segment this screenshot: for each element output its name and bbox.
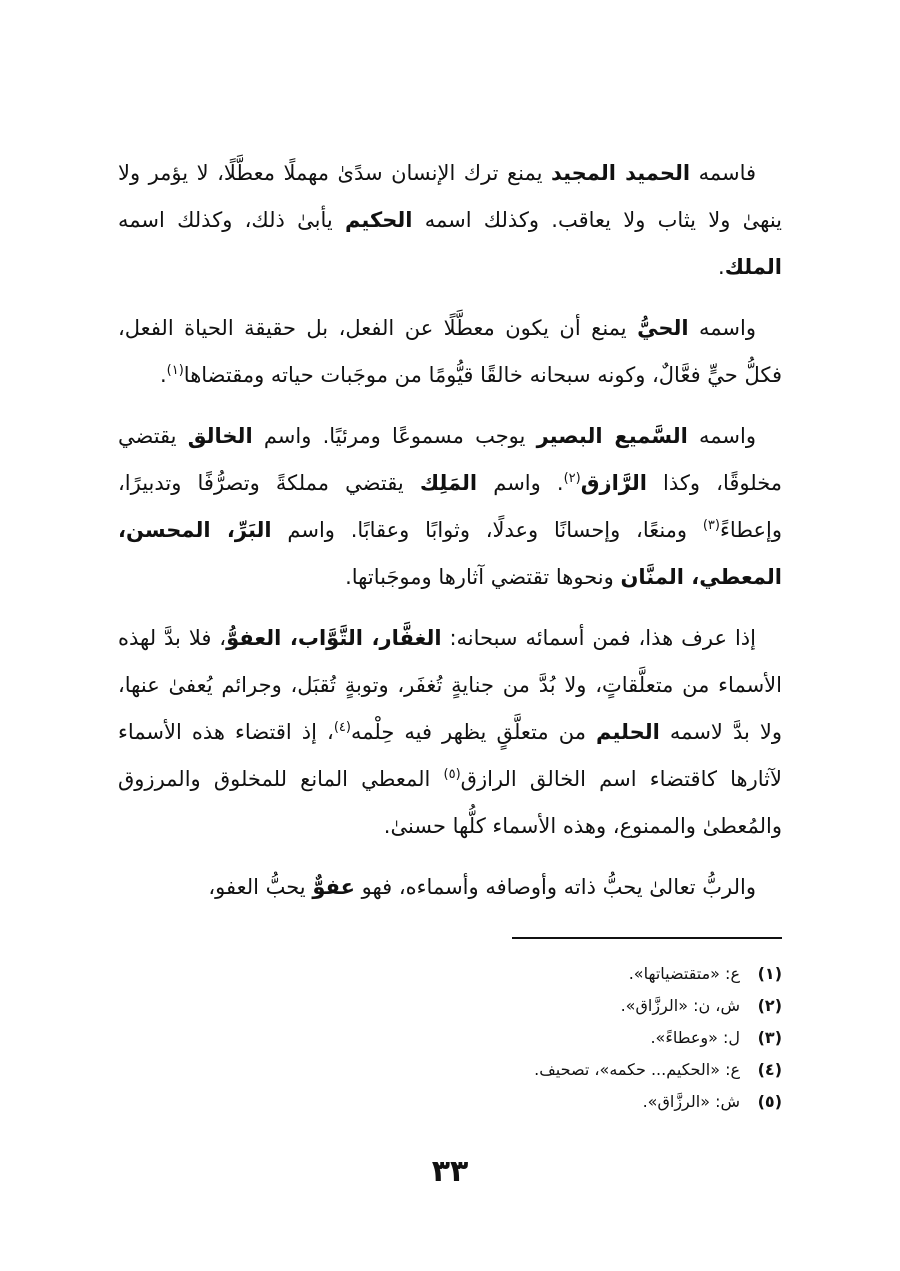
footnote-text: ش، ن: «الرزَّاق». bbox=[620, 996, 740, 1015]
footnote-marker: (٣) bbox=[702, 518, 720, 533]
text-run: يوجب مسموعًا ومرئيًا. واسم bbox=[252, 424, 537, 448]
text-run: . bbox=[718, 255, 725, 279]
footnote-marker: (٥) bbox=[443, 767, 461, 782]
footnote-text: ل: «وعطاءً». bbox=[650, 1028, 740, 1047]
text-run: . واسم bbox=[477, 471, 564, 495]
footnote bbox=[118, 1054, 782, 1086]
divine-name: الخالق bbox=[187, 424, 253, 448]
footnote bbox=[118, 958, 782, 990]
text-run: ، إذ اقتضاء هذه الأسماء لآثارها كاقتضاء اسم الخالق الرازق bbox=[118, 720, 782, 791]
text-run: والربُّ تعالىٰ يحبُّ ذاته وأوصافه وأسماءه، فهو bbox=[354, 875, 756, 899]
paragraph bbox=[118, 864, 782, 911]
text-run: فاسمه bbox=[690, 161, 757, 185]
divine-name: الحيُّ bbox=[637, 316, 689, 340]
footnote-text: ع: «متقتضياتها». bbox=[628, 964, 740, 983]
page-number: ٣٣ bbox=[431, 1154, 469, 1189]
text-run: من متعلَّقٍ يظهر فيه حِلْمه bbox=[350, 720, 597, 744]
divine-name: الحليم bbox=[596, 720, 660, 744]
paragraph bbox=[118, 150, 782, 291]
footnote-number: (١) bbox=[757, 964, 782, 983]
text-run: واسمه bbox=[687, 424, 756, 448]
paragraph bbox=[118, 305, 782, 399]
text-run: . bbox=[159, 363, 167, 387]
divine-name: الرَّازق bbox=[580, 471, 647, 495]
text-run: المعطي المانع للمخلوق والمرزوق والمُعطىٰ والممنوع، وهذه الأسماء كلُّها حسنىٰ. bbox=[118, 767, 782, 838]
text-run: يأبىٰ ذلك، وكذلك اسمه bbox=[118, 208, 345, 232]
text-run: ونحوها تقتضي آثارها وموجَباتها. bbox=[345, 565, 621, 589]
paragraph bbox=[118, 413, 782, 601]
footnote-number: (٥) bbox=[757, 1092, 782, 1111]
text-run: إذا عرف هذا، فمن أسمائه سبحانه: bbox=[441, 626, 756, 650]
text-run: واسمه bbox=[688, 316, 756, 340]
footnote-marker: (٢) bbox=[563, 471, 581, 486]
footnotes bbox=[118, 958, 782, 1118]
divine-name: السَّميع البصير bbox=[536, 424, 688, 448]
footnote-text: ش: «الرزَّاق». bbox=[642, 1092, 740, 1111]
divine-name: الملك bbox=[724, 255, 782, 279]
divine-name: المَلِك bbox=[419, 471, 478, 495]
footnote-marker: (٤) bbox=[333, 720, 351, 735]
text-run: ومنعًا، وإحسانًا وعدلًا، وثوابًا وعقابًا. واسم bbox=[271, 518, 703, 542]
text-run: يقتضي مخلوقًا، وكذا bbox=[118, 424, 782, 495]
footnote-number: (٢) bbox=[757, 996, 782, 1015]
footnote-separator bbox=[512, 937, 782, 939]
footnote bbox=[118, 990, 782, 1022]
footnote-marker: (١) bbox=[166, 363, 184, 378]
footnote-number: (٤) bbox=[757, 1060, 782, 1079]
footnote-text: ع: «الحكيم... حكمه»، تصحيف. bbox=[534, 1060, 740, 1079]
divine-name: الحميد المجيد bbox=[550, 161, 691, 185]
divine-name: عفوٌّ bbox=[312, 875, 355, 899]
main-text bbox=[118, 150, 782, 925]
text-run: يمنع أن يكون معطَّلًا عن الفعل، بل حقيقة الحياة الفعل، فكلُّ حيٍّ فعَّالٌ، وكونه سبحانه خالقًا قيُّومًا من موجَبات حياته ومقتضاها bbox=[118, 316, 782, 387]
paragraph bbox=[118, 615, 782, 850]
divine-name: الغفَّار، التَّوَّاب، العفوُّ bbox=[226, 626, 442, 650]
divine-name: البَرِّ، المحسن، المعطي، المنَّان bbox=[118, 518, 782, 589]
text-run: ، فلا بدَّ لهذه الأسماء من متعلَّقاتٍ، ولا بُدَّ من جنايةٍ تُغفَر، وتوبةٍ تُقبَل، وجرائم يُعفىٰ عنها، ولا بدَّ لاسمه bbox=[118, 626, 783, 744]
text-run: يحبُّ العفو، bbox=[208, 875, 313, 899]
divine-name: الحكيم bbox=[344, 208, 413, 232]
footnote-number: (٣) bbox=[757, 1028, 782, 1047]
text-run: يقتضي مملكةً وتصرُّفًا وتدبيرًا، وإعطاءً bbox=[118, 471, 782, 542]
text-run: يمنع ترك الإنسان سدًىٰ مهملًا معطَّلًا، لا يؤمر ولا ينهىٰ ولا يثاب ولا يعاقب. وكذلك اسمه bbox=[118, 161, 782, 232]
footnote bbox=[118, 1022, 782, 1054]
footnote bbox=[118, 1086, 782, 1118]
